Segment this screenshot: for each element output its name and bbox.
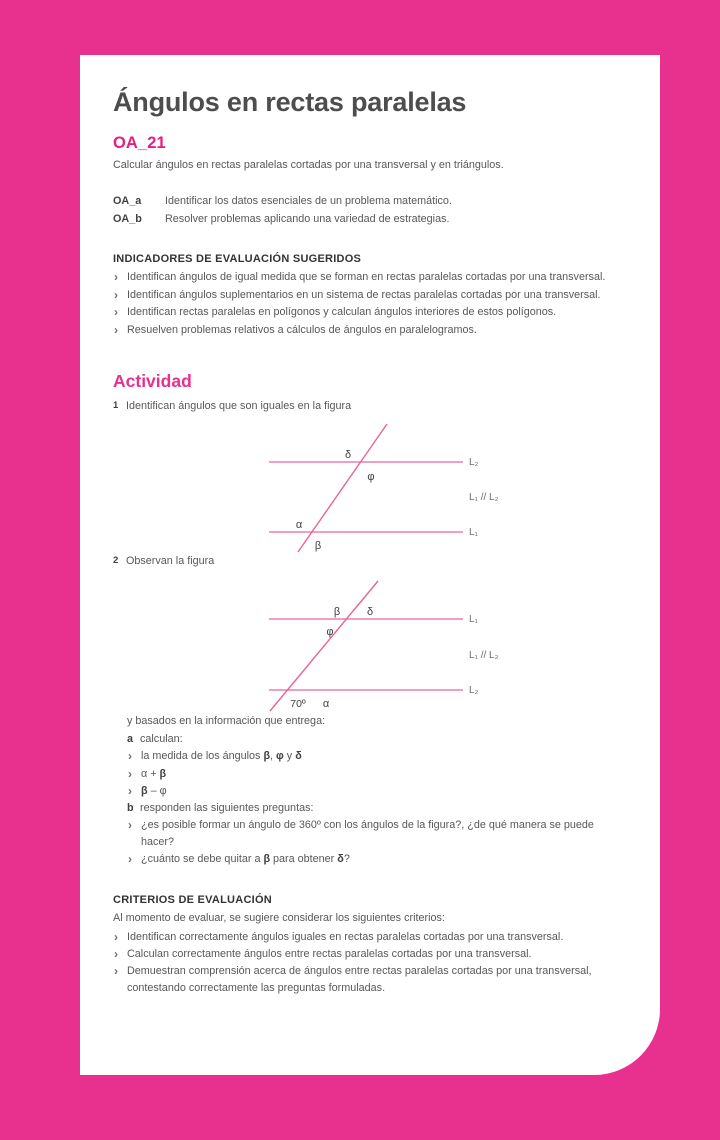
figure2-angle-70deg: 70º [290,698,306,711]
list-item: › Identifican rectas paralelas en polígonos y calculan ángulos interiores de estos polígonos. [113,304,620,320]
step-number: 2 [113,555,119,567]
list-item: › Identifican ángulos de igual medida que se forman en rectas paralelas cortadas por una transversal. [113,269,620,285]
objective-skill-text: Identificar los datos esenciales de un problema matemático. [165,195,452,208]
objective-skill-row [113,193,620,210]
activity-heading: Actividad [113,370,192,391]
figure2-parallel-note: L₁ // L₂ [469,650,499,662]
figure1-angle-phi: φ [367,471,375,484]
figure1-angle-alpha: α [295,519,303,532]
parallel-lines-figure-2 [113,573,620,713]
symbol-beta: β [159,767,167,780]
figure2-transversal [270,581,378,711]
step-number: 1 [113,399,119,411]
figure1-label-L2: L₂ [469,457,479,469]
figure-2-svg [113,573,620,713]
part-text: calculan: [140,733,183,746]
figure-1-svg [113,418,620,553]
symbol-delta: δ [337,852,344,865]
objective-skill-key: OA_b [113,212,142,225]
list-item: › Calculan correctamente ángulos entre rectas paralelas cortadas por una transversal. [113,946,620,962]
figure1-transversal [295,424,387,552]
objective-skills-list [113,193,620,228]
criteria-heading: CRITERIOS DE EVALUACIÓN [113,894,272,907]
figure1-label-L1: L₁ [469,527,478,539]
activity-step-1 [113,398,620,414]
figure2-angle-phi: φ [326,626,334,639]
figure2-angle-alpha: α [322,698,330,711]
figure2-label-L2: L₂ [469,685,479,697]
step-text: Observan la figura [126,555,215,568]
figure2-label-L1: L₁ [469,614,478,626]
indicators-heading: INDICADORES DE EVALUACIÓN SUGERIDOS [113,253,362,266]
part-letter: b [127,802,134,815]
symbol-beta: β [141,785,148,798]
activity-step-2 [113,553,620,569]
symbol-beta: β [263,750,271,763]
part-b-list [127,817,620,867]
part-text: responden las siguientes preguntas: [140,802,314,815]
list-item: › β – φ [127,783,620,799]
symbol-phi: φ [276,750,284,763]
list-item: › Identifican correctamente ángulos iguales en rectas paralelas cortadas por una transversal. [113,929,620,945]
list-item: › la medida de los ángulos β, φ y δ [127,748,620,764]
parallel-lines-figure-1 [113,418,620,553]
objective-skill-text: Resolver problemas aplicando una variedad de estrategias. [165,212,450,225]
criteria-list [113,929,620,997]
objective-code: OA_21 [113,133,166,152]
figure1-angle-beta: β [314,540,322,553]
list-item: › Identifican ángulos suplementarios en un sistema de rectas paralelas cortadas por una transversal. [113,287,620,303]
step-text: Identifican ángulos que son iguales en la figura [126,399,352,412]
activity-questions [127,713,620,867]
criteria-intro: Al momento de evaluar, se sugiere considerar los siguientes criterios: [113,912,445,925]
part-a-list [127,748,620,799]
activity-part-b [127,800,620,817]
list-item: › ¿es posible formar un ángulo de 360º con los ángulos de la figura?, ¿de qué manera se puede hacer? [127,817,620,850]
figure1-parallel-note: L₁ // L₂ [469,492,499,504]
content-card [80,55,660,1075]
activity-part-a [127,731,620,748]
figure2-angle-delta: δ [366,606,374,619]
symbol-beta: β [263,852,271,865]
figure1-angle-delta: δ [344,449,352,462]
based-on-text: y basados en la información que entrega: [127,715,326,728]
indicators-list [113,269,620,338]
page-title: Ángulos en rectas paralelas [113,87,467,117]
list-item: › α + β [127,766,620,782]
figure2-angle-beta: β [333,606,341,619]
objective-description: Calcular ángulos en rectas paralelas cortadas por una transversal y en triángulos. [113,158,504,171]
objective-skill-key: OA_a [113,195,142,208]
list-item: › ¿cuánto se debe quitar a β para obtener δ? [127,851,620,867]
symbol-delta: δ [295,750,302,763]
part-letter: a [127,733,134,746]
list-item: › Resuelven problemas relativos a cálculos de ángulos en paralelogramos. [113,322,620,338]
objective-skill-row [113,211,620,228]
criteria-section [113,894,620,996]
list-item: › Demuestran comprensión acerca de ángulos entre rectas paralelas cortadas por una transversal, contestando correctamente las preguntas formuladas. [113,963,620,996]
